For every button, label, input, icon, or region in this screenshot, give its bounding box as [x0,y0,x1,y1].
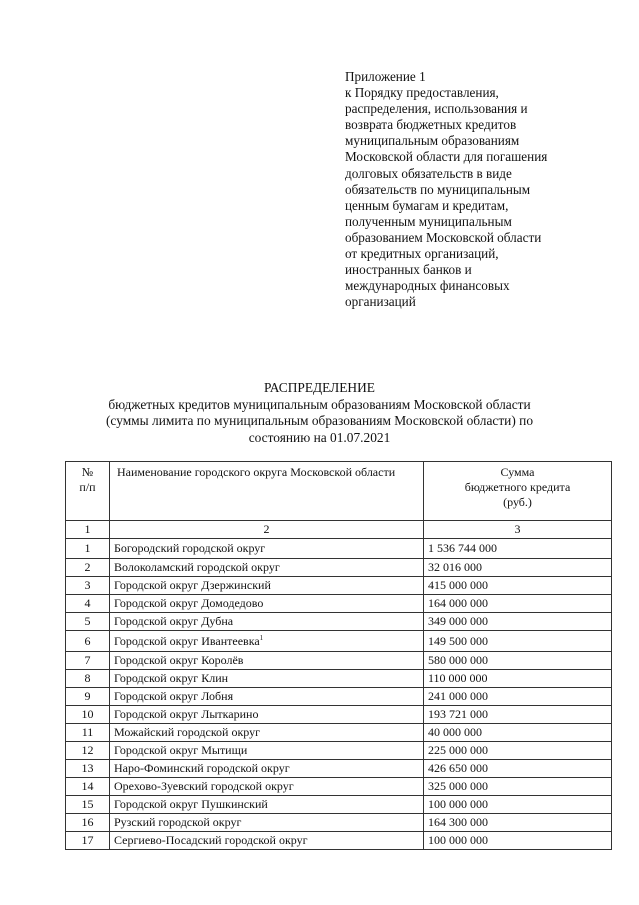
district-name-text: Городской округ Королёв [114,653,244,667]
row-district-name [110,595,424,613]
district-name-text: Городской округ Лыткарино [114,707,259,721]
table-body [66,539,612,850]
row-district-name [110,613,424,631]
table-row [66,706,612,724]
row-amount: 426 650 000 [424,760,612,778]
table-row [66,595,612,613]
appendix-line: возврата бюджетных кредитов [345,117,517,133]
table-row [66,577,612,595]
row-district-name [110,832,424,850]
document-title [0,380,639,446]
row-amount: 100 000 000 [424,796,612,814]
row-amount: 580 000 000 [424,652,612,670]
footnote-marker: 1 [259,633,264,642]
row-amount: 241 000 000 [424,688,612,706]
appendix-line: организаций [345,294,416,310]
header-name: Наименование городского округа Московской области [110,462,424,521]
row-number: 17 [66,832,110,850]
appendix-line: к Порядку предоставления, [345,85,499,101]
row-district-name [110,796,424,814]
title-line: бюджетных кредитов муниципальным образованиям Московской области [108,396,531,412]
district-name-text: Наро-Фоминский городской округ [114,761,290,775]
row-amount: 325 000 000 [424,778,612,796]
table-row [66,724,612,742]
row-number: 16 [66,814,110,832]
row-number: 10 [66,706,110,724]
row-amount: 110 000 000 [424,670,612,688]
index-cell: 3 [424,521,612,539]
district-name-text: Сергиево-Посадский городской округ [114,833,308,847]
district-name-text: Городской округ Мытищи [114,743,248,757]
table-row [66,760,612,778]
appendix-line: полученным муниципальным [345,213,512,229]
row-district-name [110,688,424,706]
row-number: 4 [66,595,110,613]
index-cell: 1 [66,521,110,539]
table-row [66,778,612,796]
row-amount: 40 000 000 [424,724,612,742]
appendix-line: от кредитных организаций, [345,246,499,262]
table-row [66,559,612,577]
appendix-note [345,69,615,310]
row-amount: 100 000 000 [424,832,612,850]
district-name-text: Городской округ Клин [114,671,229,685]
appendix-line: обязательств по муниципальным [345,181,531,197]
appendix-line: международных финансовых [345,278,510,294]
row-number: 13 [66,760,110,778]
table-row [66,742,612,760]
table-row [66,814,612,832]
district-name-text: Городской округ Лобня [114,689,234,703]
row-number: 8 [66,670,110,688]
table-row [66,631,612,652]
row-district-name [110,814,424,832]
row-number: 15 [66,796,110,814]
row-amount: 32 016 000 [424,559,612,577]
table-row [66,832,612,850]
district-name-text: Городской округ Ивантеевка [114,633,260,648]
appendix-line: муниципальным образованиям [345,133,520,149]
header-sum: Сумма бюджетного кредита (руб.) [424,462,612,521]
row-district-name [110,778,424,796]
row-district-name [110,742,424,760]
row-amount: 149 500 000 [424,631,612,652]
district-name-text: Рузский городской округ [114,815,242,829]
district-name-text: Городской округ Пушкинский [114,797,268,811]
appendix-line: иностранных банков и [345,262,472,278]
row-district-name [110,760,424,778]
table-header-row [66,462,612,521]
table-row [66,652,612,670]
distribution-table [65,461,612,850]
table-row [66,539,612,559]
row-number: 7 [66,652,110,670]
appendix-line: образованием Московской области [345,229,542,245]
district-name-text: Городской округ Домодедово [114,596,264,610]
row-amount: 193 721 000 [424,706,612,724]
header-num: № п/п [66,462,110,521]
row-number: 6 [66,631,110,652]
index-cell: 2 [110,521,424,539]
row-number: 11 [66,724,110,742]
row-district-name [110,559,424,577]
table-row [66,688,612,706]
title-line: (суммы лимита по муниципальным образованиям Московской области) по [105,413,534,428]
district-name-text: Волоколамский городской округ [114,560,280,574]
row-amount: 164 000 000 [424,595,612,613]
district-name-text: Городской округ Дубна [114,614,234,628]
row-district-name [110,706,424,724]
row-number: 1 [66,539,110,559]
appendix-line: распределения, использования и [345,101,528,117]
district-name-text: Орехово-Зуевский городской округ [114,779,294,793]
row-amount: 349 000 000 [424,613,612,631]
appendix-line: Приложение 1 [345,69,426,84]
row-number: 12 [66,742,110,760]
appendix-line: ценным бумагам и кредитам, [345,197,509,213]
row-district-name [110,724,424,742]
row-number: 9 [66,688,110,706]
row-district-name [110,577,424,595]
table-row [66,613,612,631]
row-district-name [110,539,424,559]
row-amount: 1 536 744 000 [424,539,612,559]
table-row [66,796,612,814]
district-name-text: Городской округ Дзержинский [114,578,271,592]
appendix-line: долговых обязательств в виде [345,165,512,181]
row-number: 2 [66,559,110,577]
row-number: 5 [66,613,110,631]
row-number: 3 [66,577,110,595]
title-line: состоянию на 01.07.2021 [248,429,391,445]
title-heading: РАСПРЕДЕЛЕНИЕ [264,380,375,395]
table-row [66,670,612,688]
district-name-text: Богородский городской округ [114,541,266,555]
row-district-name [110,652,424,670]
row-amount: 164 300 000 [424,814,612,832]
row-amount: 415 000 000 [424,577,612,595]
row-number: 14 [66,778,110,796]
district-name-text: Можайский городской округ [114,725,261,739]
appendix-line: Московской области для погашения [345,149,548,165]
row-amount: 225 000 000 [424,742,612,760]
row-district-name [110,631,424,652]
table-index-row [66,521,612,539]
row-district-name [110,670,424,688]
